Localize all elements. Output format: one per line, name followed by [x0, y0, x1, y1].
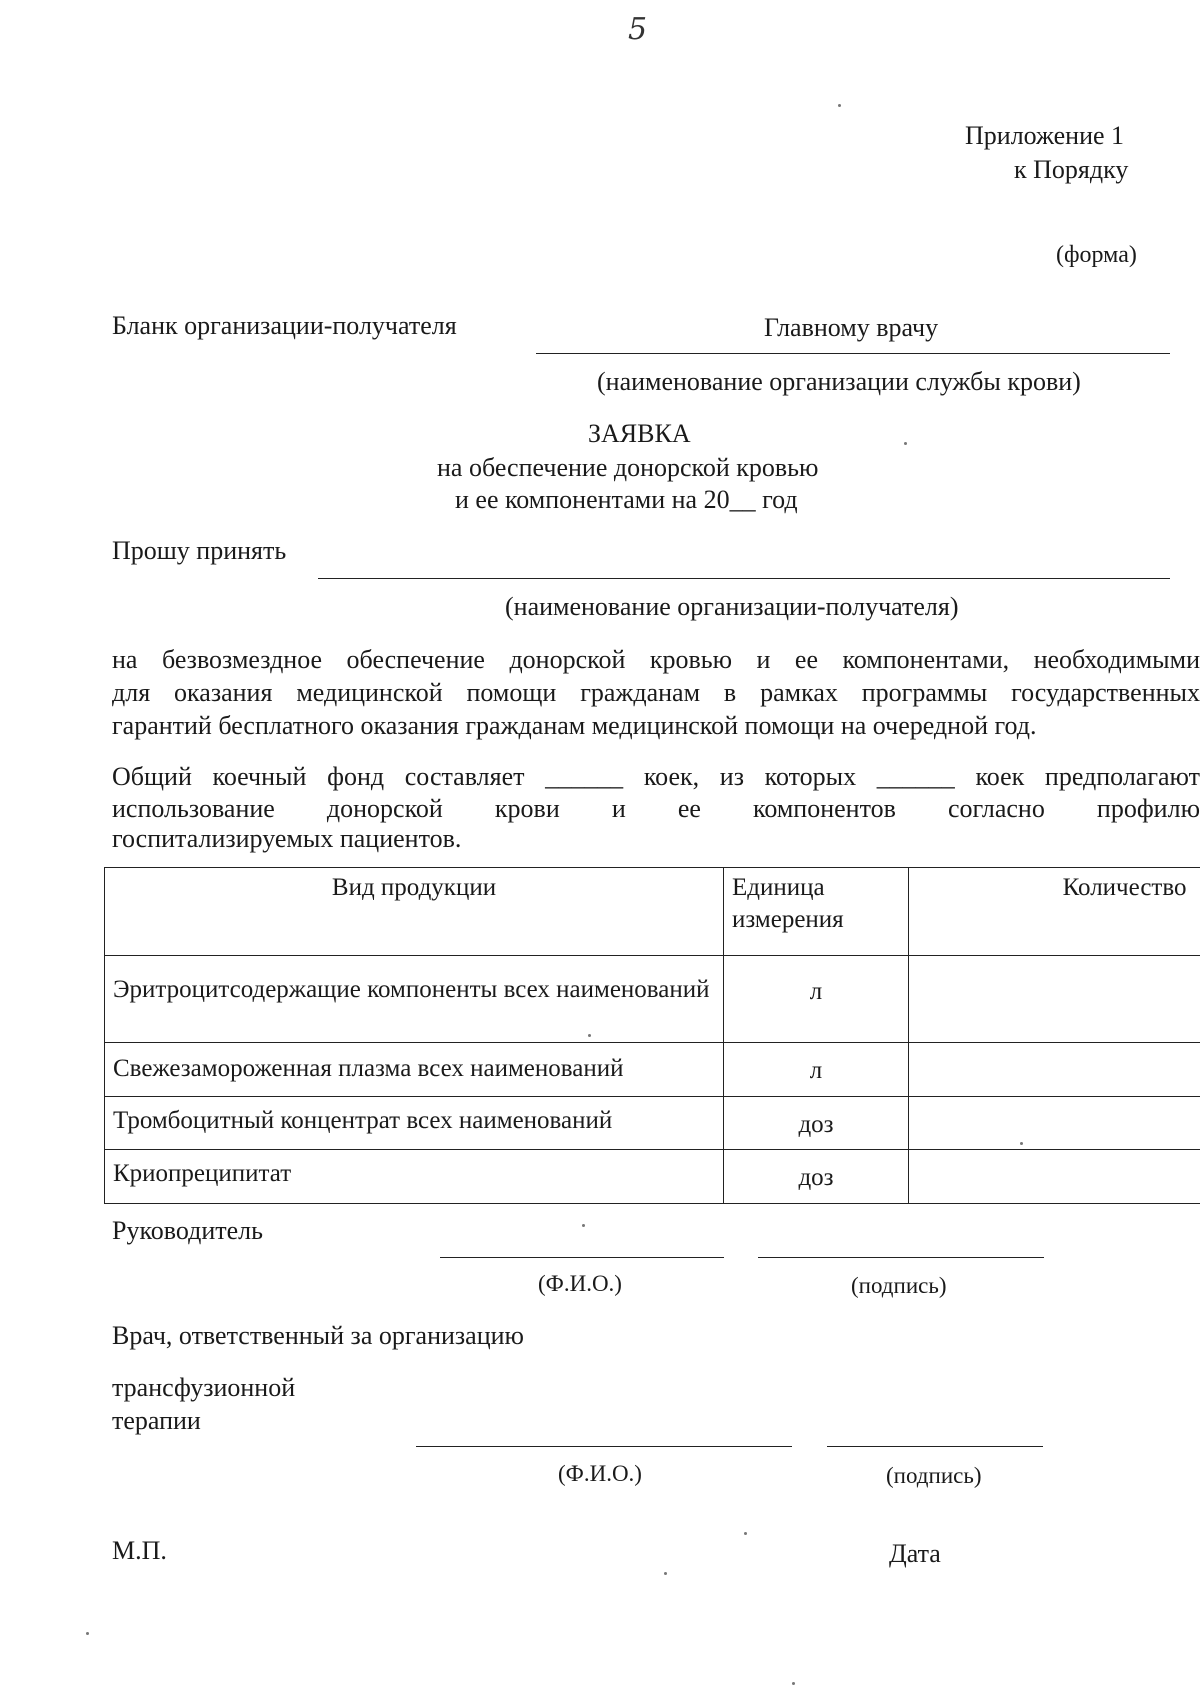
doc-title-line-3: и ее компонентами на 20__ год: [455, 485, 798, 514]
products-table: [104, 867, 1200, 1204]
doctor-fio-caption: (Ф.И.О.): [558, 1461, 642, 1486]
head-label: Руководитель: [112, 1216, 263, 1245]
scan-speck: [588, 1034, 591, 1037]
head-signature-line: [758, 1257, 1044, 1258]
doc-title: ЗАЯВКА: [588, 419, 691, 448]
scan-speck: [664, 1572, 667, 1575]
request-prefix: Прошу принять: [112, 536, 287, 565]
row-3-unit: доз: [724, 1097, 909, 1150]
doctor-signature-line: [827, 1446, 1043, 1447]
addressee-line: [536, 353, 1170, 354]
row-2-name: Свежезамороженная плазма всех наименований: [105, 1043, 724, 1097]
row-1-quantity: [909, 956, 1200, 1043]
doctor-label-line-2: трансфузионной: [112, 1373, 296, 1402]
request-caption: (наименование организации-получателя): [505, 592, 959, 621]
head-fio-caption: (Ф.И.О.): [538, 1271, 622, 1296]
request-line: [318, 578, 1170, 579]
doctor-fio-line: [416, 1446, 792, 1447]
form-label: (форма): [1056, 242, 1137, 268]
scan-speck: [582, 1224, 585, 1227]
table-row: [105, 1043, 1200, 1097]
date-label: Дата: [889, 1539, 941, 1568]
table-row: [105, 1150, 1200, 1204]
doc-title-line-2: на обеспечение донорской кровью: [437, 453, 819, 482]
page-number: 5: [628, 12, 648, 47]
row-2-unit: л: [724, 1043, 909, 1097]
paragraph-1-line-2: для оказания медицинской помощи гражданам в рамках программы государственных: [112, 678, 1200, 707]
row-4-unit: доз: [724, 1150, 909, 1204]
paragraph-2-line-3: госпитализируемых пациентов.: [112, 824, 462, 853]
row-1-name: Эритроцитсодержащие компоненты всех наименований: [105, 956, 724, 1043]
paragraph-1-line-3: гарантий бесплатного оказания гражданам медицинской помощи на очередной год.: [112, 711, 1037, 740]
row-1-unit: л: [724, 956, 909, 1043]
row-3-quantity: [909, 1097, 1200, 1150]
paragraph-2-line-1: Общий коечный фонд составляет ______ коек, из которых ______ коек предполагают: [112, 762, 1200, 791]
row-4-name: Криопреципитат: [105, 1150, 724, 1204]
row-3-name: Тромбоцитный концентрат всех наименований: [105, 1097, 724, 1150]
paragraph-2-line-2: использование донорской крови и ее компонентов согласно профилю: [112, 794, 1200, 823]
table-row: [105, 1097, 1200, 1150]
appendix-line-2: к Порядку: [1014, 155, 1129, 184]
scan-speck: [792, 1682, 795, 1685]
scan-speck: [1020, 1142, 1023, 1145]
addressee-caption: (наименование организации службы крови): [597, 367, 1081, 396]
table-row: [105, 956, 1200, 1043]
doctor-signature-caption: (подпись): [886, 1463, 982, 1488]
scan-speck: [838, 104, 841, 107]
head-fio-line: [440, 1257, 724, 1258]
row-2-quantity: [909, 1043, 1200, 1097]
blank-label: Бланк организации-получателя: [112, 311, 457, 340]
scan-speck: [86, 1632, 89, 1635]
head-signature-caption: (подпись): [851, 1273, 947, 1298]
scan-speck: [904, 442, 907, 445]
header-quantity: Количество: [909, 868, 1200, 956]
appendix-line-1: Приложение 1: [965, 121, 1125, 150]
scan-speck: [744, 1532, 747, 1535]
header-product: Вид продукции: [105, 868, 724, 956]
doctor-label-line-3: терапии: [112, 1406, 201, 1435]
header-unit: Единица измерения: [724, 868, 909, 956]
stamp-label: М.П.: [112, 1536, 167, 1565]
addressee: Главному врачу: [764, 313, 939, 342]
paragraph-1-line-1: на безвозмездное обеспечение донорской кровью и ее компонентами, необходимыми: [112, 645, 1200, 674]
row-4-quantity: [909, 1150, 1200, 1204]
doctor-label-line-1: Врач, ответственный за организацию: [112, 1321, 524, 1350]
table-header-row: [105, 868, 1200, 956]
